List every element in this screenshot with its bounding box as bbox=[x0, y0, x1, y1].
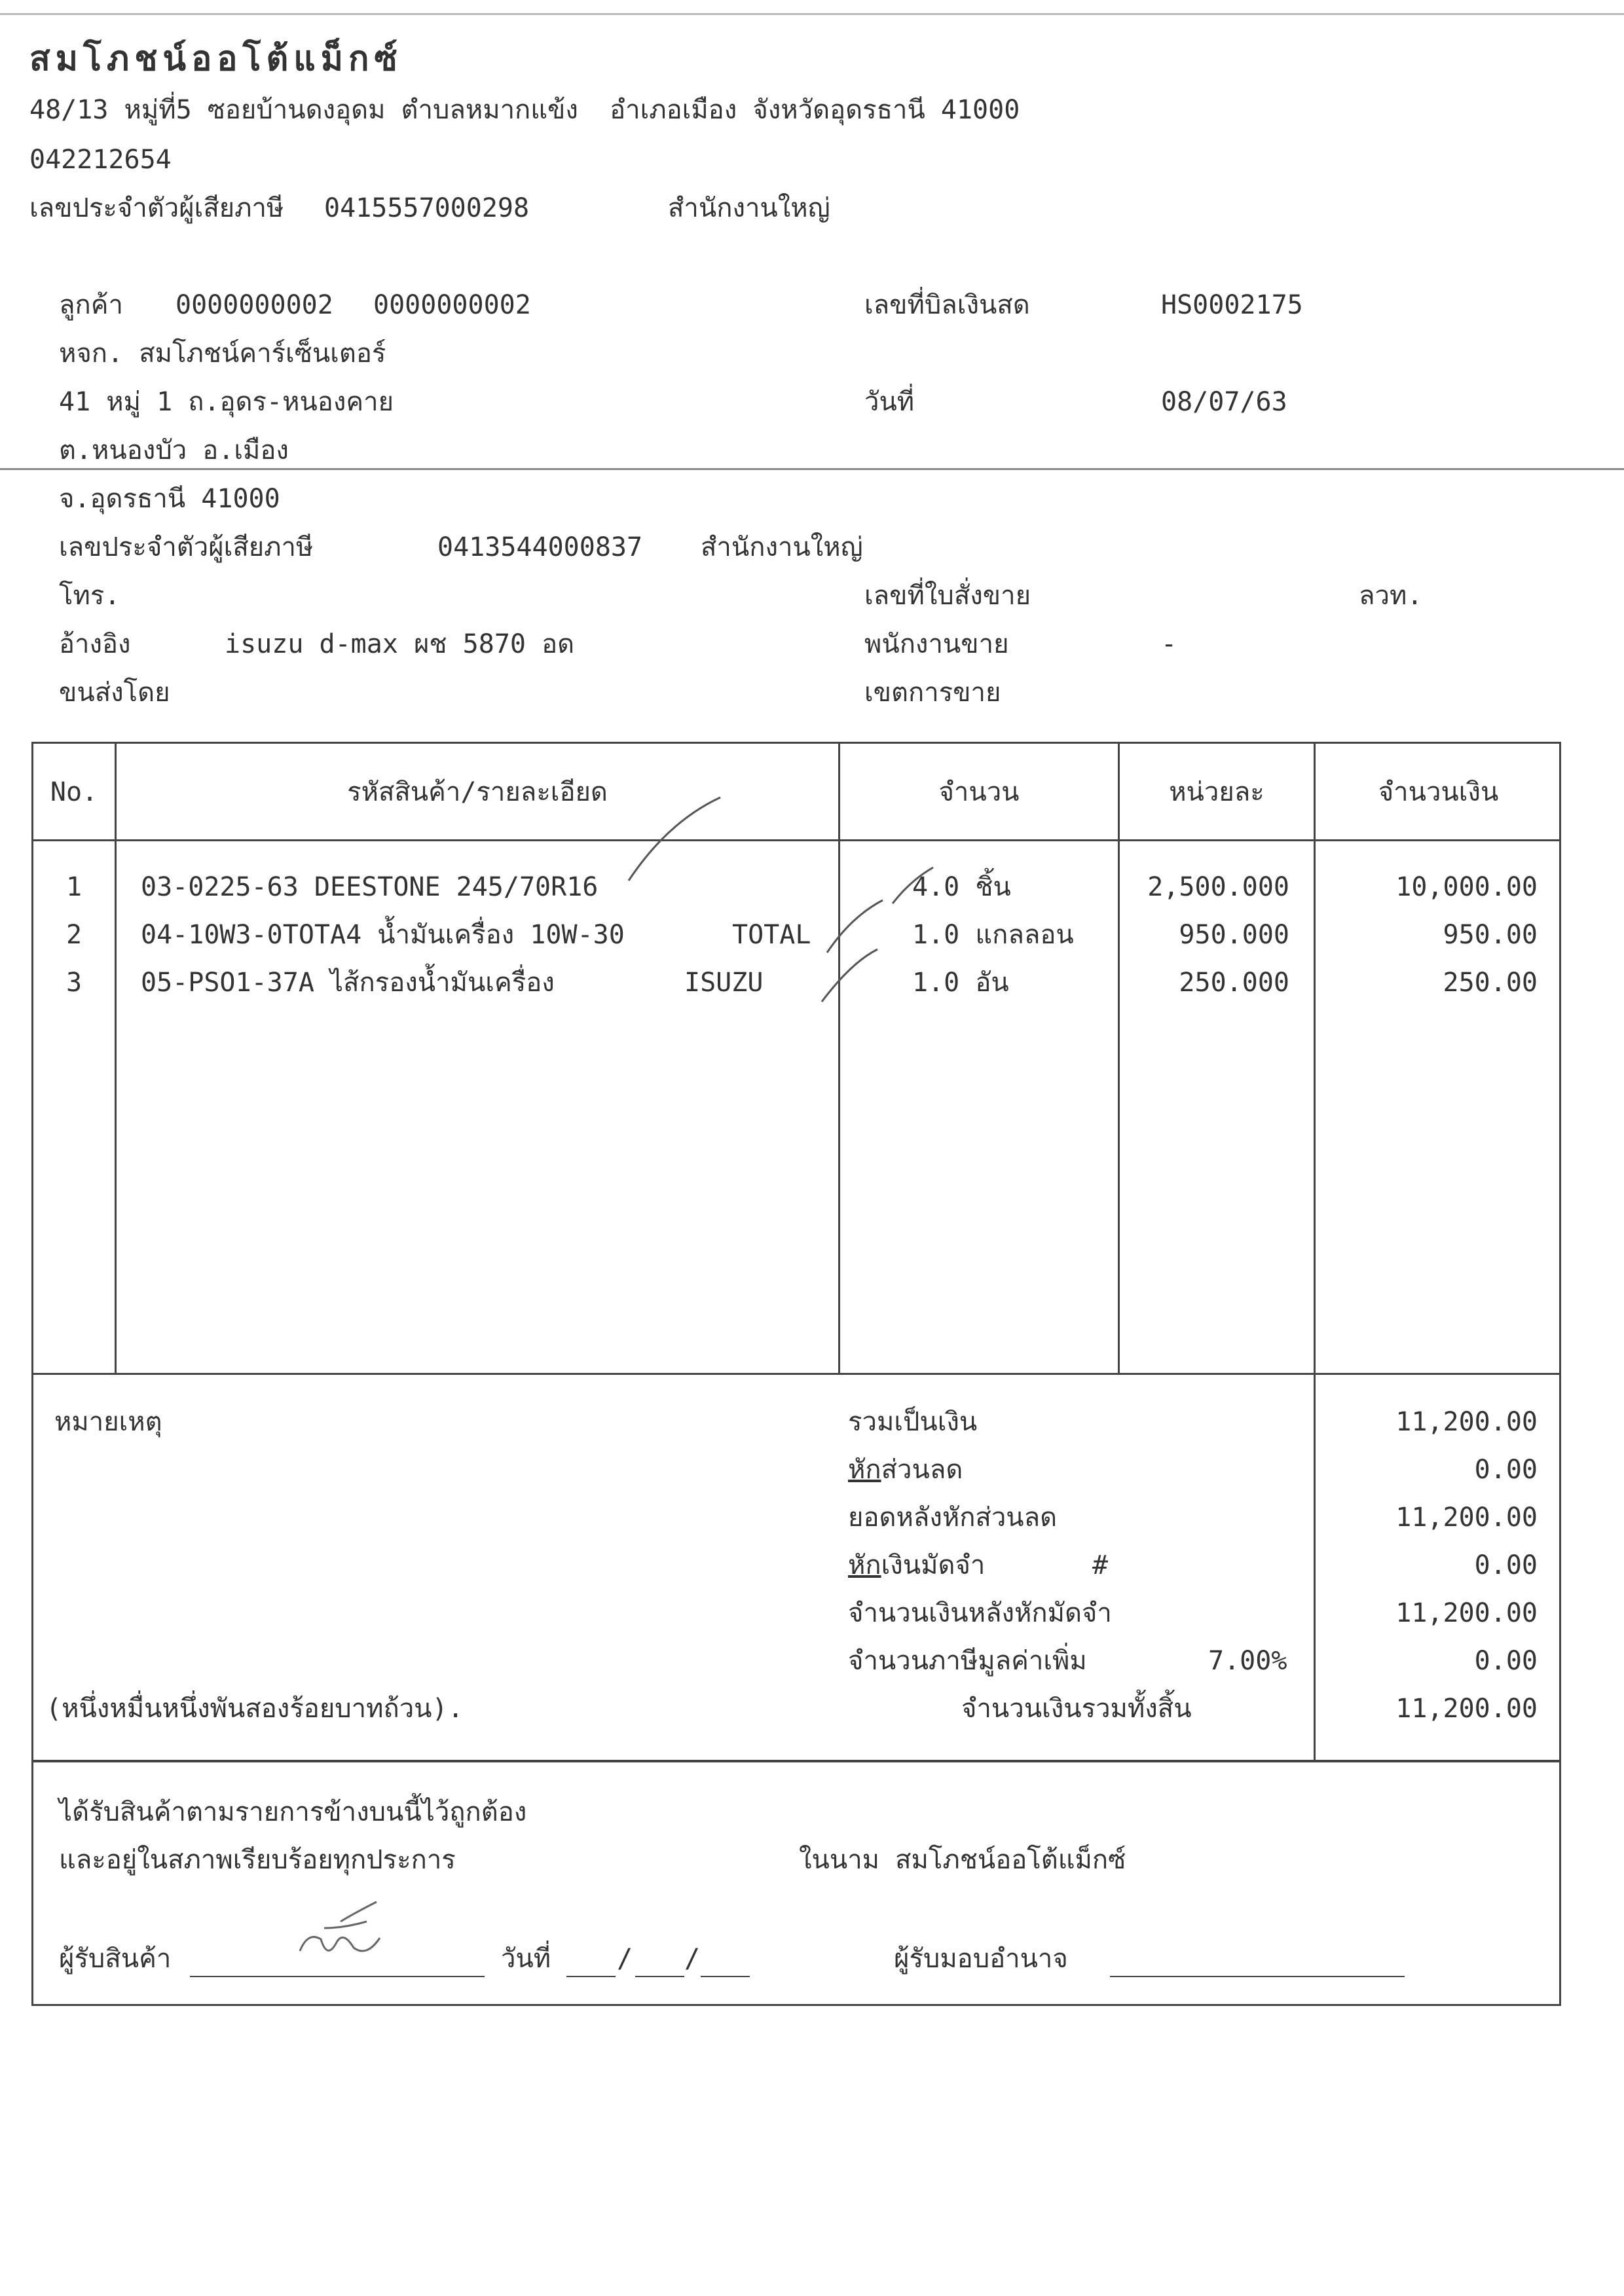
row-2-amount: 950.00 bbox=[1443, 920, 1538, 950]
vat-label: จำนวนภาษีมูลค่าเพิ่ม bbox=[848, 1646, 1087, 1676]
customer-phone-label: โทร. bbox=[59, 581, 120, 611]
order-no-label: เลขที่ใบสั่งขาย bbox=[864, 581, 1031, 611]
salesperson: - bbox=[1161, 629, 1177, 659]
row-3-amount: 250.00 bbox=[1443, 968, 1538, 998]
remark-label: หมายเหตุ bbox=[54, 1407, 162, 1437]
authorized-label: ผู้รับมอบอำนาจ bbox=[894, 1944, 1068, 1974]
row-1-no: 1 bbox=[65, 872, 83, 902]
row-2-quantity: 1.0 แกลลอน bbox=[912, 920, 1074, 950]
total-value: 11,200.00 bbox=[1395, 1407, 1538, 1437]
deposit-hash: # bbox=[1092, 1550, 1109, 1580]
header-amount: จำนวนเงิน bbox=[1378, 777, 1499, 807]
deposit-label-underlined: หัก bbox=[848, 1550, 881, 1580]
row-3-no: 3 bbox=[65, 968, 83, 998]
shipping-label: ขนส่งโดย bbox=[59, 678, 170, 708]
row-1-quantity: 4.0 ชิ้น bbox=[912, 872, 1011, 902]
header-quantity: จำนวน bbox=[938, 777, 1020, 807]
row-1-description: 03-0225-63 DEESTONE 245/70R16 bbox=[141, 872, 599, 902]
discount-label-rest: ส่วนลด bbox=[881, 1455, 963, 1485]
bill-date: 08/07/63 bbox=[1161, 387, 1287, 417]
grand-total-label: จำนวนเงินรวมทั้งสิ้น bbox=[961, 1694, 1192, 1724]
bill-date-label: วันที่ bbox=[864, 387, 915, 417]
total-label: รวมเป็นเงิน bbox=[848, 1407, 978, 1437]
row-3-brand: ISUZU bbox=[684, 968, 764, 998]
company-address: 48/13 หมู่ที่5 ซอยบ้านดงอุดม ตำบลหมากแข้ง อำเภอเมือง จังหวัดอุดรธานี 41000 bbox=[29, 95, 1020, 125]
date-slash-2: / bbox=[684, 1944, 701, 1974]
company-phone: 042212654 bbox=[29, 145, 172, 175]
customer-code-1: 0000000002 bbox=[175, 290, 333, 320]
discount-label-underlined: หัก bbox=[848, 1455, 881, 1485]
deposit-label-rest: เงินมัดจำ bbox=[881, 1550, 986, 1580]
after-deposit-value: 11,200.00 bbox=[1395, 1598, 1538, 1628]
sales-area-label: เขตการขาย bbox=[864, 678, 1001, 708]
customer-tax-id-label: เลขประจำตัวผู้เสียภาษี bbox=[59, 532, 314, 562]
receiver-label: ผู้รับสินค้า bbox=[59, 1944, 172, 1974]
customer-tax-id: 0413544000837 bbox=[437, 532, 643, 562]
company-branch: สำนักงานใหญ่ bbox=[668, 193, 830, 223]
discount-value: 0.00 bbox=[1474, 1455, 1538, 1485]
company-tax-id-label: เลขประจำตัวผู้เสียภาษี bbox=[29, 193, 284, 223]
customer-address-2: ต.หนองบัว อ.เมือง bbox=[59, 435, 289, 465]
row-3-quantity: 1.0 อัน bbox=[912, 968, 1009, 998]
vat-value: 0.00 bbox=[1474, 1646, 1538, 1676]
on-behalf-of: ในนาม สมโภชน์ออโต้แม็กซ์ bbox=[799, 1845, 1126, 1875]
header-description: รหัสสินค้า/รายละเอียด bbox=[347, 777, 608, 807]
customer-label: ลูกค้า bbox=[59, 290, 123, 320]
bill-no-label: เลขที่บิลเงินสด bbox=[864, 290, 1030, 320]
company-tax-id: 0415557000298 bbox=[324, 193, 530, 223]
row-3-description: 05-PSO1-37A ไส้กรองน้ำมันเครื่อง bbox=[141, 968, 555, 998]
deposit-value: 0.00 bbox=[1474, 1550, 1538, 1580]
customer-address-1: 41 หมู่ 1 ถ.อุดร-หนองคาย bbox=[59, 387, 394, 417]
reference-label: อ้างอิง bbox=[59, 629, 131, 659]
reference-value: isuzu d-max ผช 5870 อด bbox=[225, 629, 575, 659]
after-discount-value: 11,200.00 bbox=[1395, 1503, 1538, 1533]
salesperson-label: พนักงานขาย bbox=[864, 629, 1009, 659]
bill-no: HS0002175 bbox=[1161, 290, 1303, 320]
order-no-suffix: ลวท. bbox=[1359, 581, 1423, 611]
customer-code-2: 0000000002 bbox=[373, 290, 531, 320]
receive-date-label: วันที่ bbox=[501, 1944, 551, 1974]
row-2-no: 2 bbox=[65, 920, 83, 950]
customer-name: หจก. สมโภชน์คาร์เซ็นเตอร์ bbox=[59, 338, 386, 369]
row-2-description: 04-10W3-0TOTA4 น้ำมันเครื่อง 10W-30 bbox=[141, 920, 625, 950]
after-deposit-label: จำนวนเงินหลังหักมัดจำ bbox=[848, 1598, 1112, 1628]
amount-in-words: (หนึ่งหมื่นหนึ่งพันสองร้อยบาทถ้วน). bbox=[46, 1694, 464, 1724]
row-1-amount: 10,000.00 bbox=[1395, 872, 1538, 902]
header-no: No. bbox=[50, 777, 98, 807]
customer-branch: สำนักงานใหญ่ bbox=[701, 532, 863, 562]
row-2-brand: TOTAL bbox=[732, 920, 811, 950]
received-line-1: ได้รับสินค้าตามรายการข้างบนนี้ไว้ถูกต้อง bbox=[59, 1797, 527, 1827]
company-name: สมโภชน์ออโต้แม็กซ์ bbox=[29, 39, 403, 79]
header-unit-price: หน่วยละ bbox=[1169, 777, 1264, 807]
after-discount-label: ยอดหลังหักส่วนลด bbox=[848, 1503, 1058, 1533]
row-3-unit-price: 250.000 bbox=[1179, 968, 1289, 998]
row-2-unit-price: 950.000 bbox=[1179, 920, 1289, 950]
vat-rate: 7.00% bbox=[1208, 1646, 1287, 1676]
row-1-unit-price: 2,500.000 bbox=[1147, 872, 1289, 902]
customer-address-3: จ.อุดรธานี 41000 bbox=[59, 484, 280, 514]
date-slash-1: / bbox=[617, 1944, 633, 1974]
received-line-2: และอยู่ในสภาพเรียบร้อยทุกประการ bbox=[59, 1845, 456, 1875]
grand-total-value: 11,200.00 bbox=[1395, 1694, 1538, 1724]
